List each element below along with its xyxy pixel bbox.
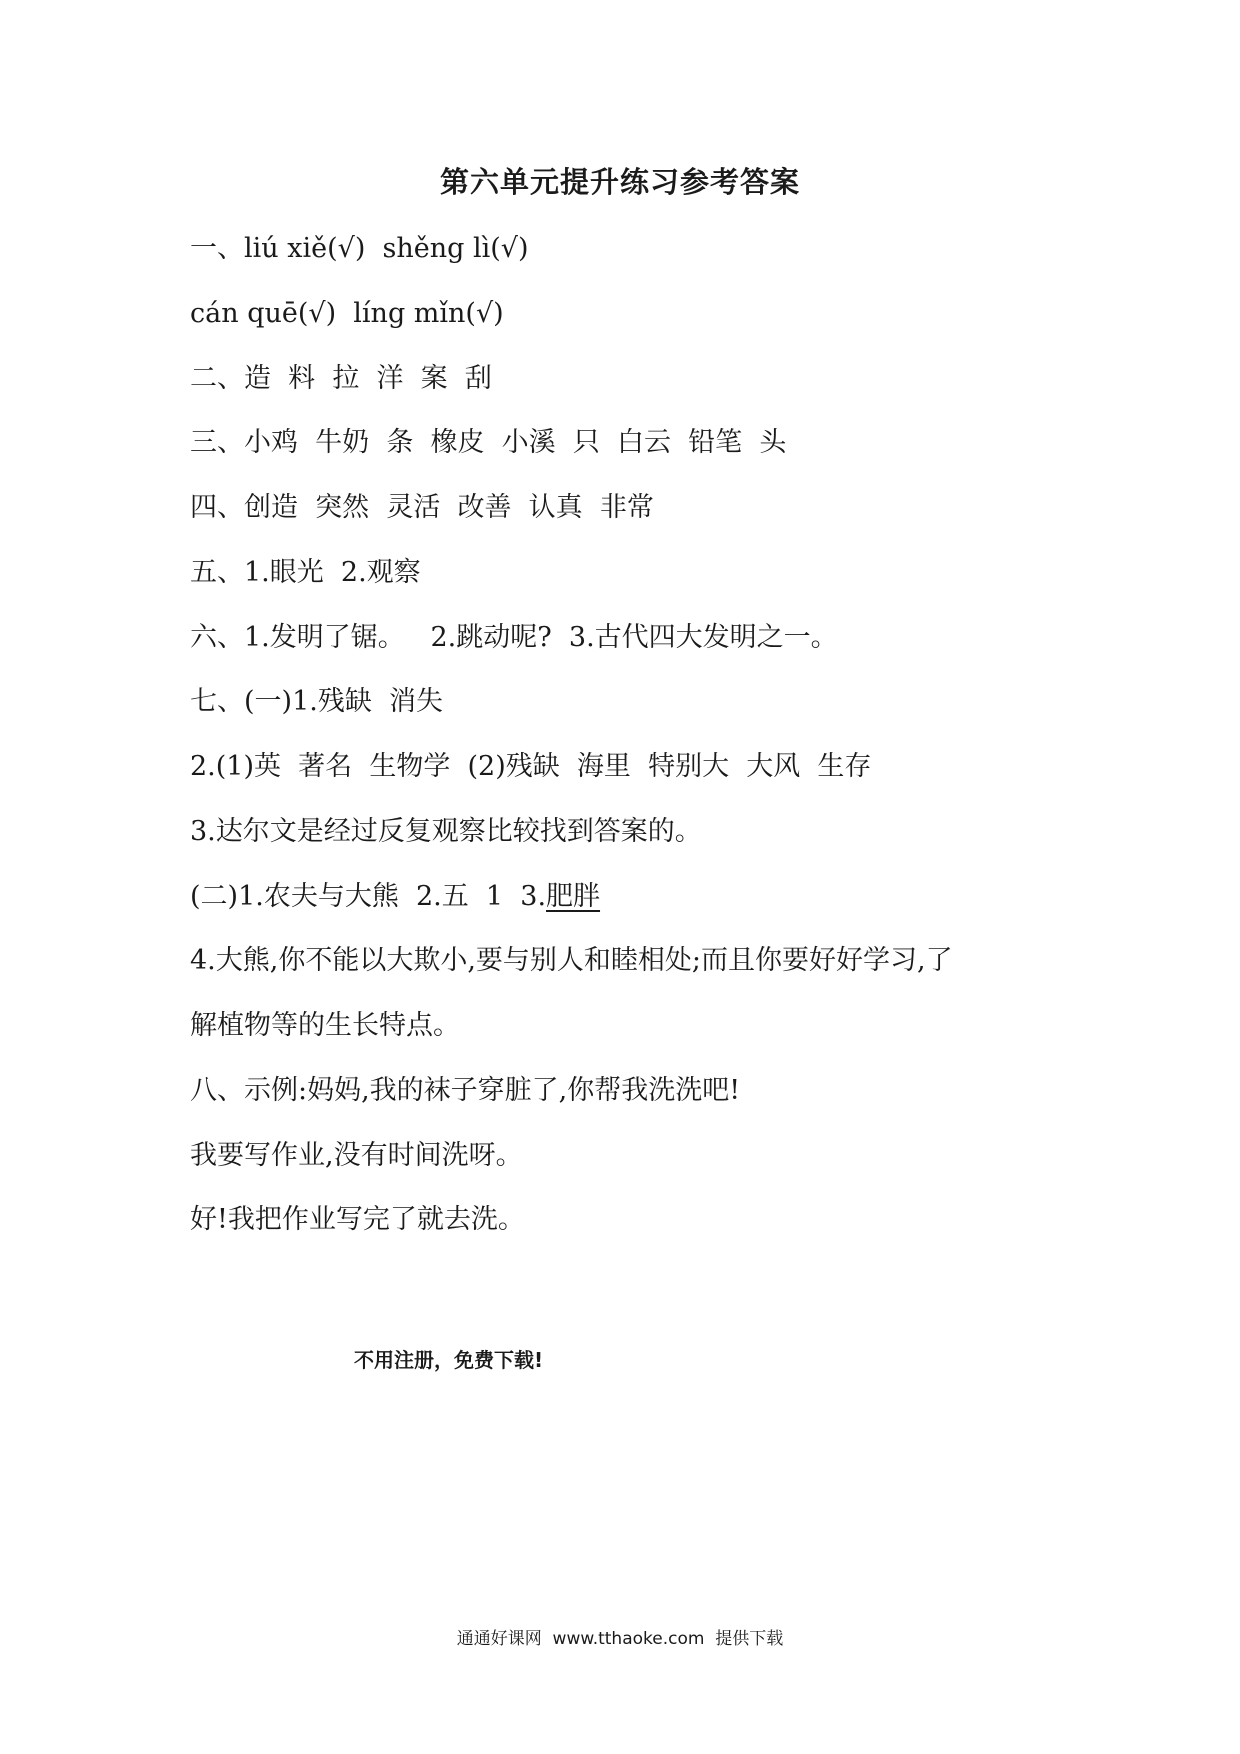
answer-line-15: 我要写作业,没有时间洗呀。 [190,1140,523,1171]
page-title: 第六单元提升练习参考答案 [439,165,800,199]
answer-line-3: 二、造 料 拉 洋 案 刮 [190,363,492,394]
answer-line-11 [190,883,600,910]
promo-text: 不用注册，免费下载! [354,1348,544,1372]
answer-line-9: 2.(1)英 著名 生物学 (2)残缺 海里 特别大 大风 生存 [190,751,872,782]
answer-line-10: 3.达尔文是经过反复观察比较找到答案的。 [190,816,702,847]
answer-line-8: 七、(一)1.残缺 消失 [190,686,443,717]
answer-line-7: 六、1.发明了锯。 2.跳动呢? 3.古代四大发明之一。 [190,622,838,653]
underlined-answer: 肥胖 [546,881,601,912]
answer-line-5: 四、创造 突然 灵活 改善 认真 非常 [190,492,654,523]
answer-line-12: 4.大熊,你不能以大欺小,要与别人和睦相处;而且你要好好学习,了 [190,945,953,976]
footer-text: 通通好课网 www.tthaoke.com 提供下载 [456,1629,784,1649]
answer-line-6: 五、1.眼光 2.观察 [190,557,421,588]
answer-line-4: 三、小鸡 牛奶 条 橡皮 小溪 只 白云 铅笔 头 [190,427,787,458]
answer-line-16: 好!我把作业写完了就去洗。 [190,1204,525,1235]
answer-line-11-text: (二)1.农夫与大熊 2.五 1 3. [190,881,547,912]
answer-line-13: 解植物等的生长特点。 [190,1010,460,1041]
answer-line-14: 八、示例:妈妈,我的袜子穿脏了,你帮我洗洗吧! [190,1075,741,1106]
answer-line-2: cán quē(√) líng mǐn(√) [190,298,504,329]
answer-line-1: 一、liú xiě(√) shěng lì(√) [190,233,529,264]
